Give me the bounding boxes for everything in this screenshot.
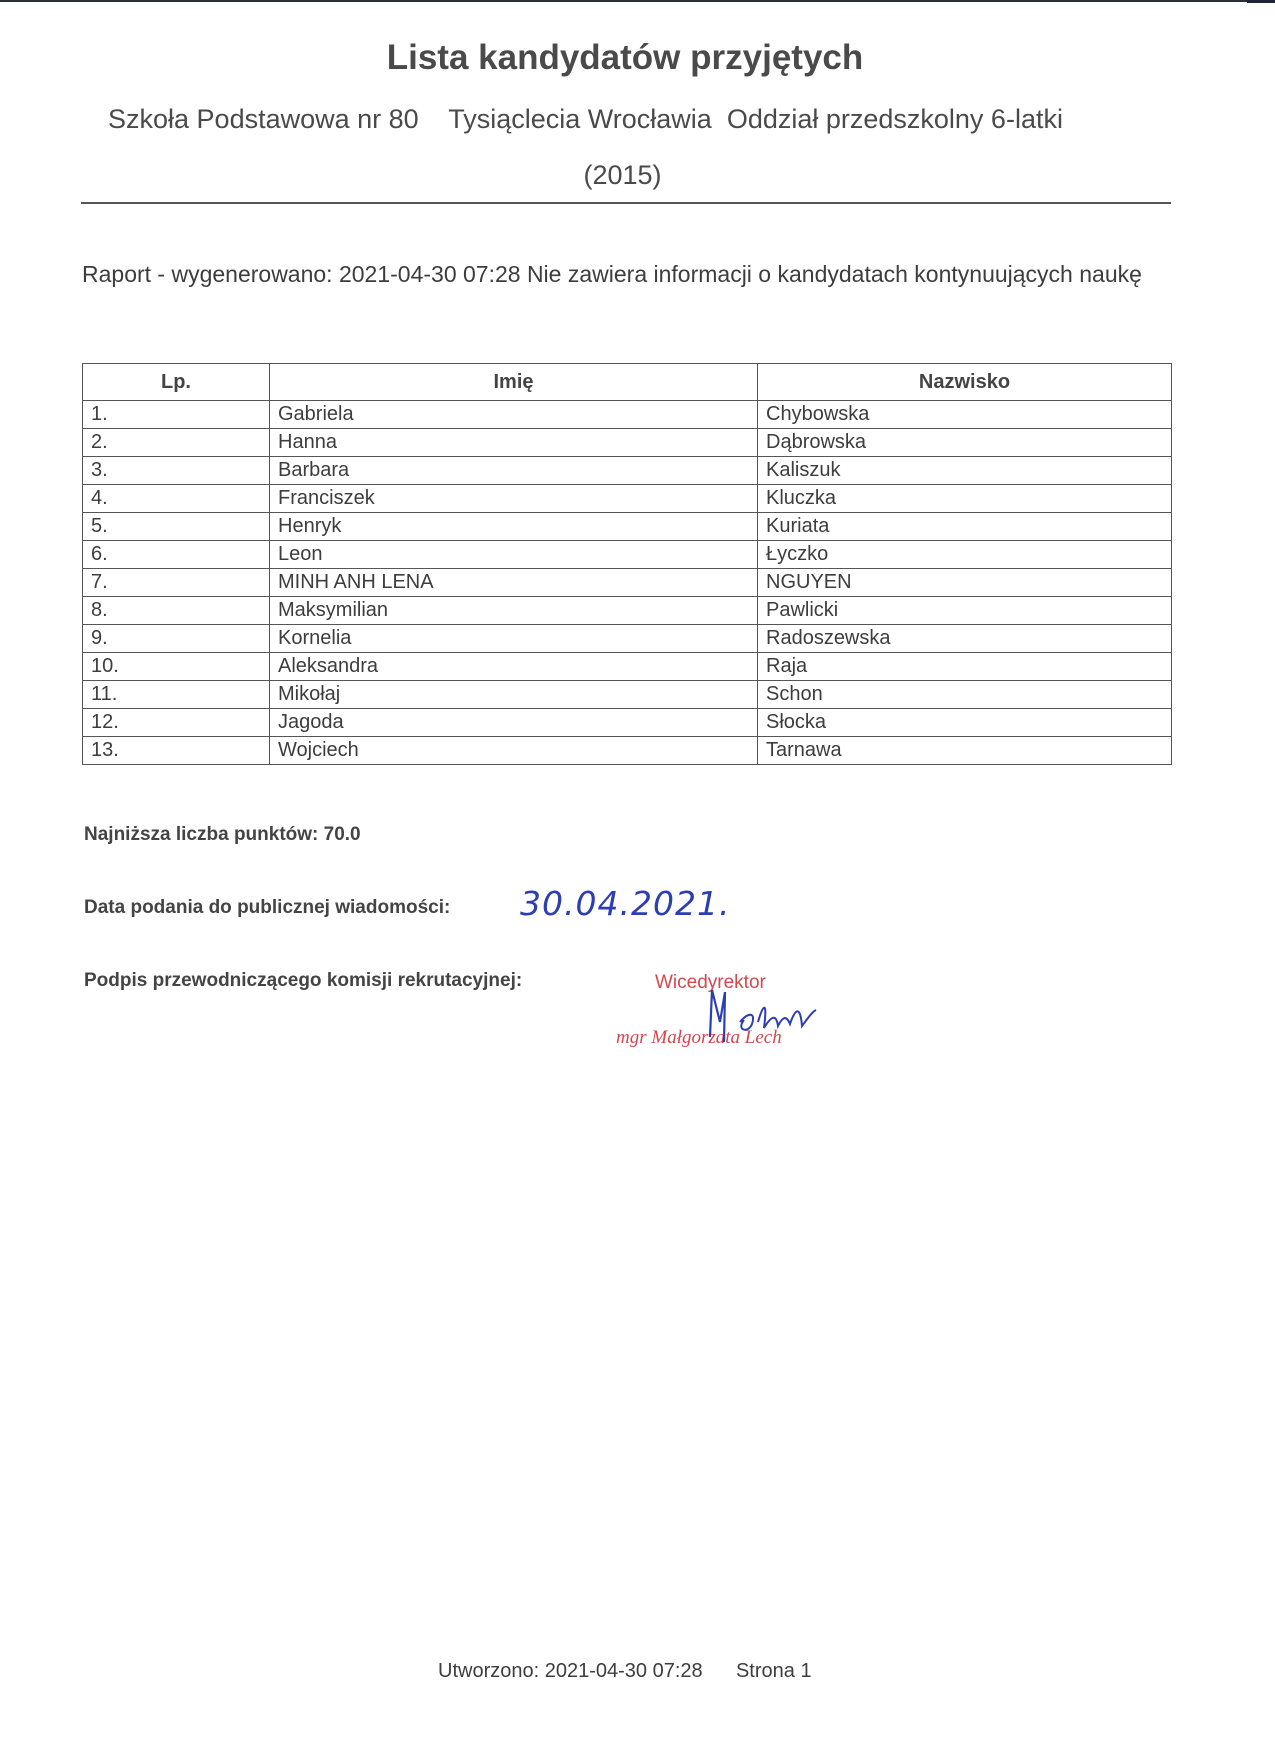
row-lp: 7. bbox=[83, 569, 270, 597]
min-points: Najniższa liczba punktów: 70.0 bbox=[84, 824, 361, 845]
row-lp: 10. bbox=[83, 653, 270, 681]
stamp-name: mgr Małgorzata Lech bbox=[616, 1027, 782, 1048]
row-first-name: Kornelia bbox=[270, 625, 758, 653]
row-lp: 12. bbox=[83, 709, 270, 737]
row-last-name: Schon bbox=[758, 681, 1172, 709]
table-row bbox=[83, 569, 1172, 597]
row-first-name: Franciszek bbox=[270, 485, 758, 513]
school-city: Tysiąclecia Wrocławia bbox=[448, 104, 712, 134]
row-first-name: Aleksandra bbox=[270, 653, 758, 681]
row-last-name: Kluczka bbox=[758, 485, 1172, 513]
row-first-name: Gabriela bbox=[270, 401, 758, 429]
row-last-name: Kaliszuk bbox=[758, 457, 1172, 485]
row-lp: 9. bbox=[83, 625, 270, 653]
row-first-name: Jagoda bbox=[270, 709, 758, 737]
row-first-name: Leon bbox=[270, 541, 758, 569]
row-last-name: Kuriata bbox=[758, 513, 1172, 541]
table-header-row bbox=[83, 364, 1172, 401]
row-last-name: NGUYEN bbox=[758, 569, 1172, 597]
row-lp: 8. bbox=[83, 597, 270, 625]
report-note: Raport - wygenerowano: 2021-04-30 07:28 Nie zawiera informacji o kandydatach kontynuujących naukę bbox=[82, 261, 1142, 287]
scan-corner-mark bbox=[1247, 0, 1275, 3]
table-row bbox=[83, 625, 1172, 653]
page-footer bbox=[438, 1660, 812, 1683]
header-divider bbox=[81, 202, 1171, 204]
row-first-name: MINH ANH LENA bbox=[270, 569, 758, 597]
stamp-title: Wicedyrektor bbox=[655, 972, 766, 993]
row-last-name: Chybowska bbox=[758, 401, 1172, 429]
table-row bbox=[83, 597, 1172, 625]
table-row bbox=[83, 737, 1172, 765]
candidates-table bbox=[82, 363, 1172, 765]
row-last-name: Radoszewska bbox=[758, 625, 1172, 653]
row-first-name: Mikołaj bbox=[270, 681, 758, 709]
document-subtitle bbox=[108, 104, 1063, 135]
table-row bbox=[83, 457, 1172, 485]
row-lp: 2. bbox=[83, 429, 270, 457]
table-row bbox=[83, 653, 1172, 681]
row-last-name: Tarnawa bbox=[758, 737, 1172, 765]
row-lp: 13. bbox=[83, 737, 270, 765]
row-last-name: Słocka bbox=[758, 709, 1172, 737]
row-lp: 4. bbox=[83, 485, 270, 513]
row-lp: 5. bbox=[83, 513, 270, 541]
group-name: Oddział przedszkolny 6-latki bbox=[726, 104, 1063, 134]
school-name: Szkoła Podstawowa nr 80 bbox=[108, 104, 419, 134]
table-row bbox=[83, 429, 1172, 457]
table-row bbox=[83, 513, 1172, 541]
row-last-name: Dąbrowska bbox=[758, 429, 1172, 457]
table-row bbox=[83, 681, 1172, 709]
row-first-name: Wojciech bbox=[270, 737, 758, 765]
table-row bbox=[83, 709, 1172, 737]
row-last-name: Łyczko bbox=[758, 541, 1172, 569]
row-lp: 1. bbox=[83, 401, 270, 429]
header-lp: Lp. bbox=[83, 364, 270, 401]
table-row bbox=[83, 401, 1172, 429]
page-number: Strona 1 bbox=[735, 1660, 812, 1682]
row-lp: 6. bbox=[83, 541, 270, 569]
row-first-name: Maksymilian bbox=[270, 597, 758, 625]
row-first-name: Barbara bbox=[270, 457, 758, 485]
signature-scribble bbox=[690, 982, 830, 1052]
table-row bbox=[83, 485, 1172, 513]
handwritten-date: 30.04.2021. bbox=[520, 884, 731, 923]
publication-date-label: Data podania do publicznej wiadomości: bbox=[84, 897, 451, 918]
header-first-name: Imię bbox=[270, 364, 758, 401]
candidates-table-body bbox=[83, 401, 1172, 765]
signature-label: Podpis przewodniczącego komisji rekrutacyjnej: bbox=[84, 970, 523, 991]
header-last-name: Nazwisko bbox=[758, 364, 1172, 401]
row-first-name: Hanna bbox=[270, 429, 758, 457]
scan-top-edge bbox=[0, 0, 1275, 2]
row-lp: 3. bbox=[83, 457, 270, 485]
created-timestamp: Utworzono: 2021-04-30 07:28 bbox=[438, 1660, 703, 1682]
row-last-name: Raja bbox=[758, 653, 1172, 681]
birth-year: (2015) bbox=[583, 160, 662, 190]
row-last-name: Pawlicki bbox=[758, 597, 1172, 625]
document-title: Lista kandydatów przyjętych bbox=[386, 38, 864, 77]
table-row bbox=[83, 541, 1172, 569]
row-first-name: Henryk bbox=[270, 513, 758, 541]
row-lp: 11. bbox=[83, 681, 270, 709]
